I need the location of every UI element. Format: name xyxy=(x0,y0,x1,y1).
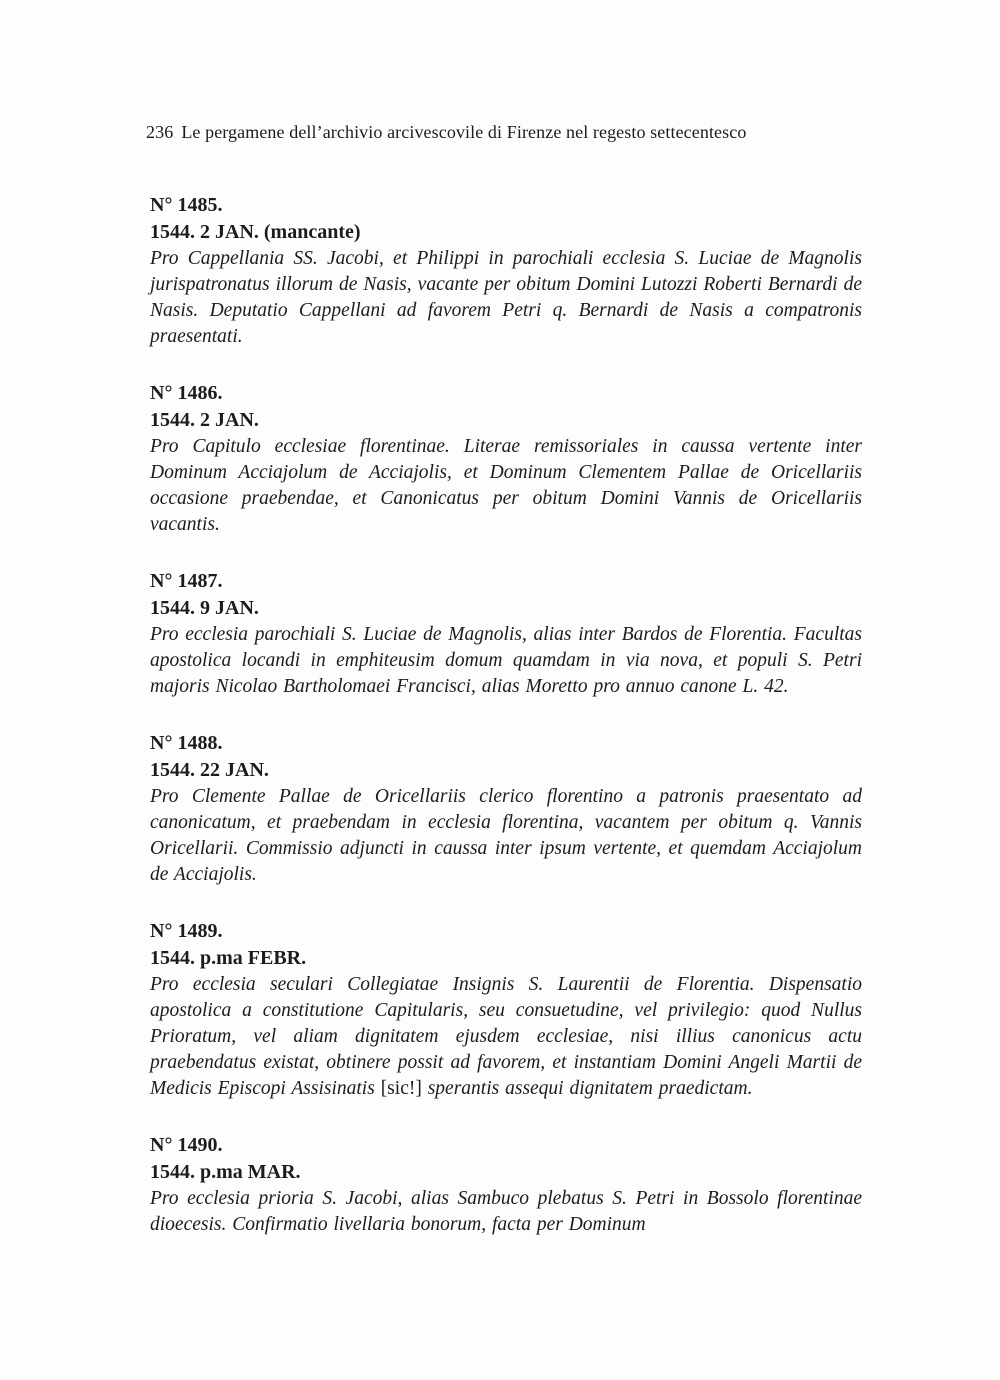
entry-text-end: sperantis assequi dignitatem praedictam. xyxy=(427,1078,753,1099)
entry-1487 xyxy=(150,568,862,700)
entry-text: Pro ecclesia parochiali S. Luciae de Magnolis, alias inter Bardos de Florentia. Facultas apostolica locandi in emphiteusim domum quamdam in via nova, et populi S. Petri majoris Nicolao Bartholomaei Francisci, alias Moretto pro annuo canone L. 42. xyxy=(150,624,862,697)
entry-date: 1544. 22 JAN. xyxy=(150,759,269,781)
entry-text: Pro ecclesia prioria S. Jacobi, alias Sambuco plebatus S. Petri in Bossolo florentinae dioecesis. Confirmatio livellaria bonorum, facta per Dominum xyxy=(150,1188,862,1235)
entry-text: Pro Capitulo ecclesiae florentinae. Literae remissoriales in caussa vertente inter Dominum Acciajolum de Acciajolis, et Dominum Clementem Pallae de Oricellariis occasione praebendae, et Canonicatus per obitum Domini Vannis de Oricellariis vacantis. xyxy=(150,436,862,535)
entry-text: Pro Cappellania SS. Jacobi, et Philippi in parochiali ecclesia S. Luciae de Magnolis jurispatronatus illorum de Nasis, vacante per obitum Domini Lutozzi Roberti Bernardi de Nasis. Deputatio Cappellani ad favorem Petri q. Bernardi de Nasis a compatronis praesentati. xyxy=(150,248,862,347)
running-title: Le pergamene dell’archivio arcivescovile di Firenze nel regesto settecentesco xyxy=(181,122,747,142)
entry-date: 1544. 2 JAN. (mancante) xyxy=(150,221,361,243)
entry-date: 1544. p.ma MAR. xyxy=(150,1161,301,1183)
entry-text xyxy=(150,972,862,1102)
entry-1486 xyxy=(150,380,862,538)
entry-date: 1544. 9 JAN. xyxy=(150,597,259,619)
entry-number: N° 1490. xyxy=(150,1134,223,1156)
entry-date: 1544. 2 JAN. xyxy=(150,409,259,431)
entry-1488 xyxy=(150,730,862,888)
entry-1489 xyxy=(150,918,862,1102)
entry-1490 xyxy=(150,1132,862,1238)
entry-number: N° 1487. xyxy=(150,570,223,592)
entry-text-main: Pro ecclesia seculari Collegiatae Insignis S. Laurentii de Florentia. Dispensatio apostolica a constitutione Capitularis, seu consuetudine, vel privilegio: quod Nullus Prioratum, vel aliam dignitatem ejusdem ecclesiae, nisi illius canonicus actu praebendatus existat, obtinere possit ad favorem, et instantiam Domini Angeli Martii de Medicis Episcopi Assisinatis xyxy=(150,974,862,1099)
entry-number: N° 1485. xyxy=(150,194,223,216)
entry-number: N° 1489. xyxy=(150,920,223,942)
entry-text: Pro Clemente Pallae de Oricellariis clerico florentino a patronis praesentato ad canonicatum, et praebendam in ecclesia florentina, vacantem per obitum q. Vannis Oricellarii. Commissio adjuncti in caussa inter ipsum vertente, et quemdam Acciajolum de Acciajolis. xyxy=(150,786,862,885)
page-number: 236 xyxy=(146,122,174,142)
entry-number: N° 1488. xyxy=(150,732,223,754)
sic-annotation: [sic!] xyxy=(380,1078,422,1099)
entry-number: N° 1486. xyxy=(150,382,223,404)
running-header xyxy=(146,122,746,143)
entry-list xyxy=(150,192,862,1268)
entry-date: 1544. p.ma FEBR. xyxy=(150,947,307,969)
entry-1485 xyxy=(150,192,862,350)
